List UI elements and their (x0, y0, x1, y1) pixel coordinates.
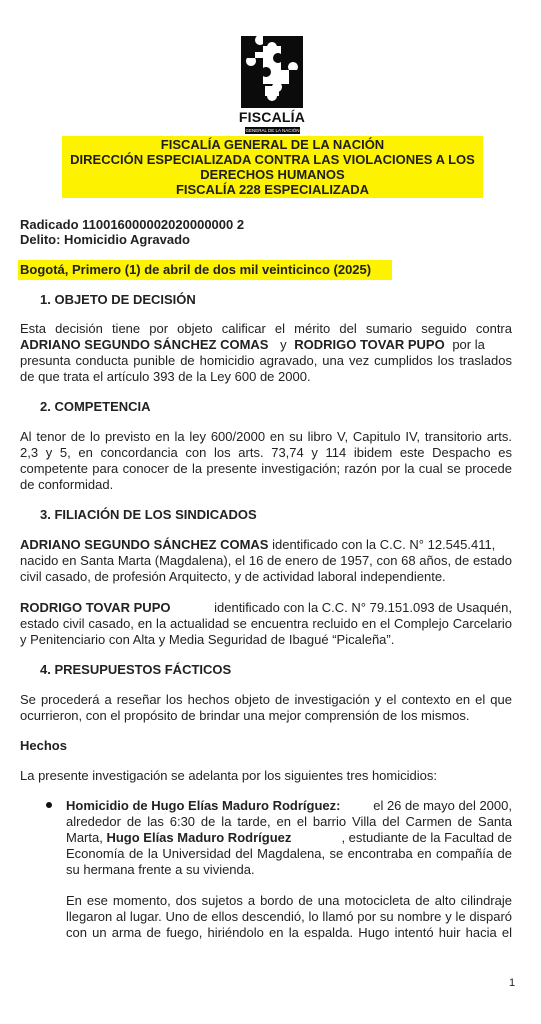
radicado: Radicado 110016000002020000000 2 (20, 217, 245, 232)
p4-id: identificado con la C.C. N° 79.151.093 de Usaquén, (214, 600, 512, 615)
p2-line-4: de conformidad. (20, 477, 114, 492)
bullet1-line-4: Economía de la Universidad del Magdalena, se encontraba en compañía de (66, 846, 512, 861)
bullet2-line-1: En ese momento, dos sujetos a bordo de una motocicleta de alto cilindraje (66, 893, 512, 908)
delito: Delito: Homicidio Agravado (20, 232, 190, 247)
bullet-dot (46, 802, 52, 808)
hechos-heading: Hechos (20, 738, 67, 753)
defendant-name-1: ADRIANO SEGUNDO SÁNCHEZ COMAS (20, 337, 269, 352)
section-4-title: 4. PRESUPUESTOS FÁCTICOS (40, 662, 232, 677)
p3-line-2: nacido en Santa Marta (Magdalena), el 16 de enero de 1957, con 68 años, de estado (20, 553, 512, 568)
header-line-3: DERECHOS HUMANOS (200, 167, 345, 182)
page-number: 1 (509, 977, 516, 989)
section-2-title: 2. COMPETENCIA (40, 399, 151, 414)
logo-emblem (241, 36, 303, 108)
p2-line-1: Al tenor de lo previsto en la ley 600/2000 en su libro V, Capitulo IV, transitorio arts. (20, 429, 512, 444)
bullet1-line-3-end: , estudiante de la Facultad de (341, 830, 512, 845)
p2-line-3: competente para conocer de la presente investigación; razón por la cual se procede (20, 461, 512, 476)
p1-line-2 (20, 337, 512, 353)
p4-line-3: y Penitenciario con Alta y Media Seguridad de Ibagué “Picaleña”. (20, 632, 395, 647)
bullet1-line-2: alrededor de las 6:30 de la tarde, en el barrio Villa del Carmen de Santa (66, 814, 512, 829)
defendant-name-2: RODRIGO TOVAR PUPO (294, 337, 445, 352)
p1-line-3: presunta conducta punible de homicidio agravado, una vez cumplidos los traslados (20, 353, 512, 368)
p3-id: identificado con la C.C. N° 12.545.411, (272, 537, 496, 552)
bullet2-line-2: llegaron al lugar. Uno de ellos descendió, lo llamó por su nombre y le disparó (66, 909, 512, 924)
p1-line-2-end: por la (452, 337, 485, 352)
p3-defendant-name: ADRIANO SEGUNDO SÁNCHEZ COMAS (20, 537, 269, 552)
p4-defendant-name: RODRIGO TOVAR PUPO (20, 600, 171, 615)
logo-subtitle: GENERAL DE LA NACIÓN (245, 128, 300, 133)
header-line-2: DIRECCIÓN ESPECIALIZADA CONTRA LAS VIOLACIONES A LOS (70, 152, 475, 167)
victim-name: Hugo Elías Maduro Rodríguez (106, 830, 292, 845)
p5-line-2: ocurrieron, con el propósito de brindar una mejor comprensión de los mismos. (20, 708, 470, 723)
bullet1-line-3 (66, 830, 512, 846)
bullet1-line-1 (66, 798, 512, 814)
bullet1-line-3-word: Marta, (66, 830, 103, 845)
p1-line-4: de que trata el artículo 393 de la Ley 600 de 2000. (20, 369, 311, 384)
p1-conj: y (280, 337, 287, 352)
header-line-1: FISCALÍA GENERAL DE LA NACIÓN (160, 137, 385, 152)
puzzle-icon (241, 36, 303, 108)
p4-line-1 (20, 600, 512, 616)
p1-line-1: Esta decisión tiene por objeto calificar el mérito del sumario seguido contra (20, 321, 512, 336)
p3-line-3: civil casado, de profesión Arquitecto, y de actividad laboral independiente. (20, 569, 446, 584)
logo-name: FISCALÍA (238, 109, 306, 125)
section-1-title: 1. OBJETO DE DECISIÓN (40, 292, 196, 307)
bullet1-line-1-end: el 26 de mayo del 2000, (373, 798, 512, 813)
section-3-title: 3. FILIACIÓN DE LOS SINDICADOS (40, 507, 257, 522)
p3-line-1 (20, 537, 495, 553)
bullet2-line-3: con un arma de fuego, hiriéndolo en la espalda. Hugo intentó huir hacia el (66, 925, 512, 940)
bullet1-lead: Homicidio de Hugo Elías Maduro Rodríguez: (66, 798, 341, 813)
p2-line-2: 2,3 y 5, en concordancia con los arts. 73,74 y 114 ibidem este Despacho es (20, 445, 512, 460)
p6-line: La presente investigación se adelanta por los siguientes tres homicidios: (20, 768, 437, 783)
header-line-4: FISCALÍA 228 ESPECIALIZADA (175, 182, 370, 197)
document-date: Bogotá, Primero (1) de abril de dos mil veinticinco (2025) (20, 262, 372, 277)
p5-line-1: Se procederá a reseñar los hechos objeto de investigación y el contexto en el que (20, 692, 512, 707)
fiscalia-logo (222, 34, 322, 136)
bullet1-line-5: su hermana frente a su vivienda. (66, 862, 255, 877)
bullet1-line-3-start (66, 830, 291, 846)
p4-line-2: estado civil casado, en la actualidad se encuentra recluido en el Complejo Carcelario (20, 616, 512, 631)
